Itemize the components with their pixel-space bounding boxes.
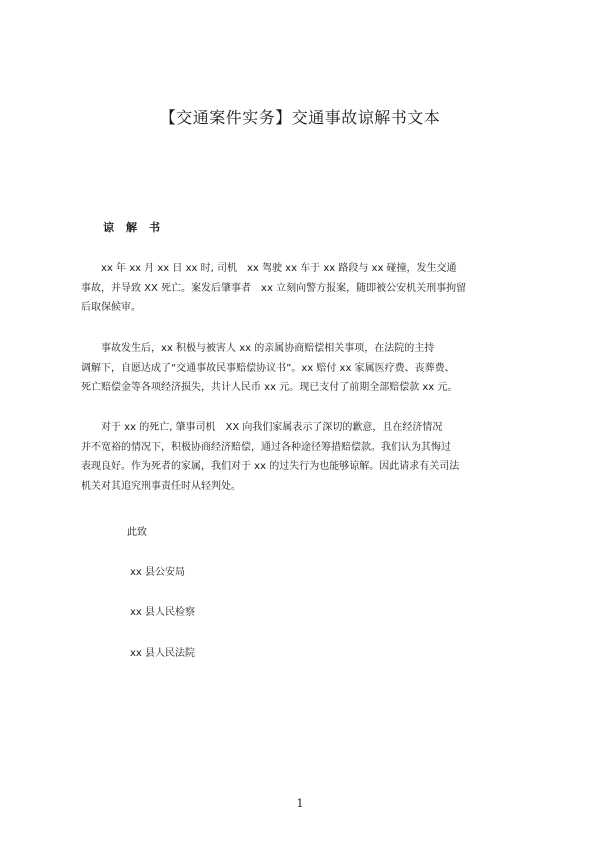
paragraph-line: 后取保候审。 [81, 302, 141, 313]
salutation: 此致 [127, 527, 147, 538]
paragraph-accident-facts [81, 259, 528, 318]
recipient-court: xx 县人民法院 [130, 648, 196, 659]
paragraph-line: 死亡赔偿金等各项经济损失，共计人民币 xx 元。现已支付了前期全部赔偿款 xx 元。 [81, 382, 458, 393]
recipient-procuratorate: xx 县人民检察 [130, 607, 196, 618]
paragraph-line: 事故发生后，xx 积极与被害人 xx 的亲属协商赔偿相关事项，在法院的主持 [81, 343, 435, 354]
paragraph-line: 表现良好。作为死者的家属，我们对于 xx 的过失行为也能够谅解。因此请求有关司法 [81, 461, 460, 472]
paragraph-line: 并不宽裕的情况下，积极协商经济赔偿，通过各种途径筹措赔偿款。我们认为其悔过 [81, 441, 451, 453]
letter-heading: 谅解书 [103, 221, 172, 234]
paragraph-line: xx 年 xx 月 xx 日 xx 时, 司机 xx 驾驶 xx 车于 xx 路段与 xx 碰撞，发生交通 [81, 263, 457, 274]
paragraph-forgiveness [81, 418, 528, 496]
paragraph-line: 事故，并导致 XX 死亡。案发后肇事者 xx 立刻向警方报案，随即被公安机关刑事拘留 [81, 282, 467, 294]
paragraph-line: 调解下，自愿达成了“交通事故民事赔偿协议书”。xx 赔付 xx 家属医疗费、丧葬费、 [81, 362, 455, 374]
paragraph-compensation [81, 339, 528, 398]
paragraph-line: 对于 xx 的死亡, 肇事司机 XX 向我们家属表示了深切的歉意，且在经济情况 [81, 422, 443, 433]
paragraph-line: 机关对其追究刑事责任时从轻判处。 [81, 480, 241, 492]
document-title: 【交通案件实务】交通事故谅解书文本 [159, 108, 441, 127]
page-number: 1 [296, 797, 304, 810]
recipient-public-security: xx 县公安局 [130, 567, 186, 578]
